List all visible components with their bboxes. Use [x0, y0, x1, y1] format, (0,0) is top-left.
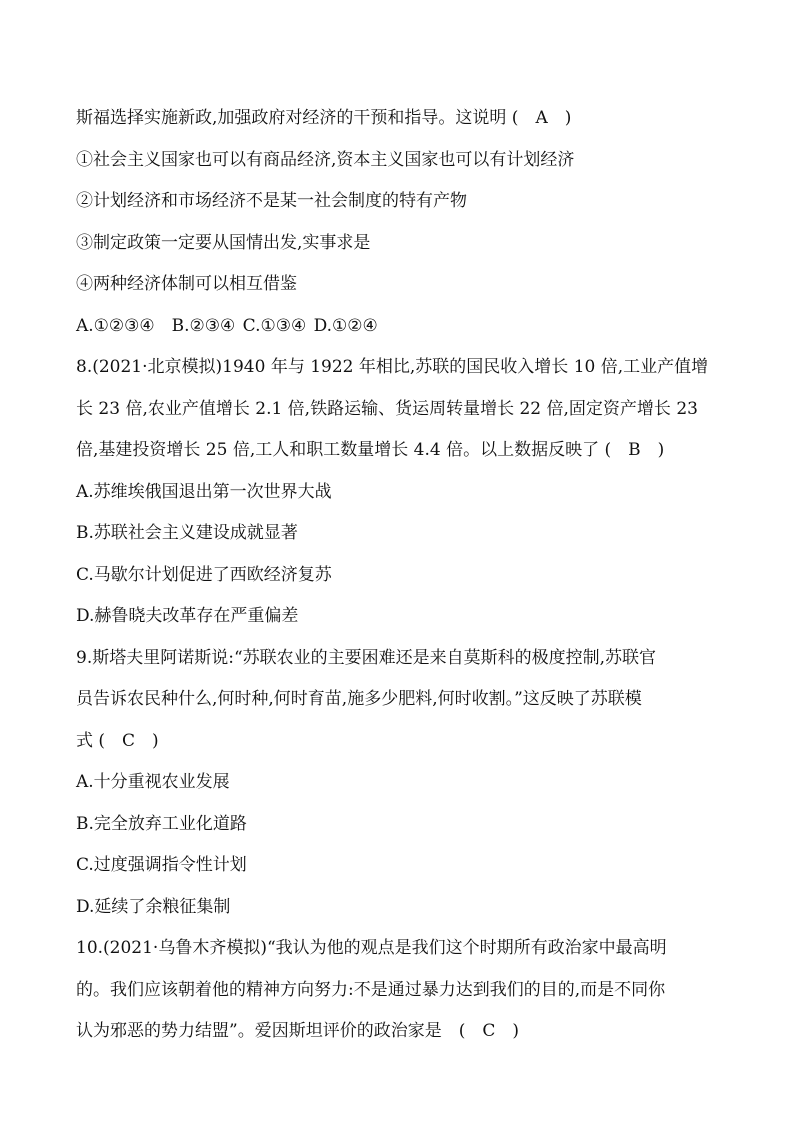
- q7-statement-4: ④两种经济体制可以相互借鉴: [76, 274, 297, 294]
- q9-option-d: D.延续了余粮征集制: [76, 896, 231, 917]
- q9-stem-line-3: 式 ( C ): [76, 730, 159, 751]
- q8-option-c: C.马歇尔计划促进了西欧经济复苏: [76, 564, 332, 585]
- q8-stem-line-1: 8.(2021·北京模拟)1940 年与 1922 年相比,苏联的国民收入增长 10 倍,工业产值增: [76, 357, 709, 377]
- q8-stem-line-2: 长 23 倍,农业产值增长 2.1 倍,铁路运输、货运周转量增长 22 倍,固定资产增长 23: [76, 398, 698, 419]
- q9-option-c: C.过度强调指令性计划: [76, 855, 247, 875]
- q7-statement-3: ③制定政策一定要从国情出发,实事求是: [76, 232, 371, 253]
- question-text-block: [76, 98, 726, 1053]
- q7-statement-2: ②计划经济和市场经济不是某一社会制度的特有产物: [76, 191, 467, 211]
- q9-stem-line-2: 员告诉农民种什么,何时种,何时育苗,施多少肥料,何时收割。”这反映了苏联模: [76, 689, 642, 709]
- q8-option-d: D.赫鲁晓夫改革存在严重偏差: [76, 606, 299, 626]
- q9-option-a: A.十分重视农业发展: [76, 772, 230, 792]
- q7-stem-end: 斯福选择实施新政,加强政府对经济的干预和指导。这说明 ( A ): [76, 108, 572, 128]
- q9-stem-line-1: 9.斯塔夫里阿诺斯说:“苏联农业的主要困难还是来自莫斯科的极度控制,苏联官: [76, 647, 657, 668]
- q7-statement-1: ①社会主义国家也可以有商品经济,资本主义国家也可以有计划经济: [76, 149, 575, 170]
- q9-option-b: B.完全放弃工业化道路: [76, 813, 247, 834]
- q8-option-a: A.苏维埃俄国退出第一次世界大战: [76, 481, 332, 502]
- q8-option-b: B.苏联社会主义建设成就显著: [76, 523, 298, 543]
- q7-options: A.①②③④ B.②③④ C.①③④ D.①②④: [76, 315, 378, 336]
- q10-stem-line-1: 10.(2021·乌鲁木齐模拟)“我认为他的观点是我们这个时期所有政治家中最高明: [76, 938, 667, 958]
- q10-stem-line-3: 认为邪恶的势力结盟”。爱因斯坦评价的政治家是 ( C ): [76, 1021, 519, 1041]
- q8-stem-line-3: 倍,基建投资增长 25 倍,工人和职工数量增长 4.4 倍。以上数据反映了 ( B ): [76, 440, 665, 460]
- q10-stem-line-2: 的。我们应该朝着他的精神方向努力:不是通过暴力达到我们的目的,而是不同你: [76, 979, 666, 1000]
